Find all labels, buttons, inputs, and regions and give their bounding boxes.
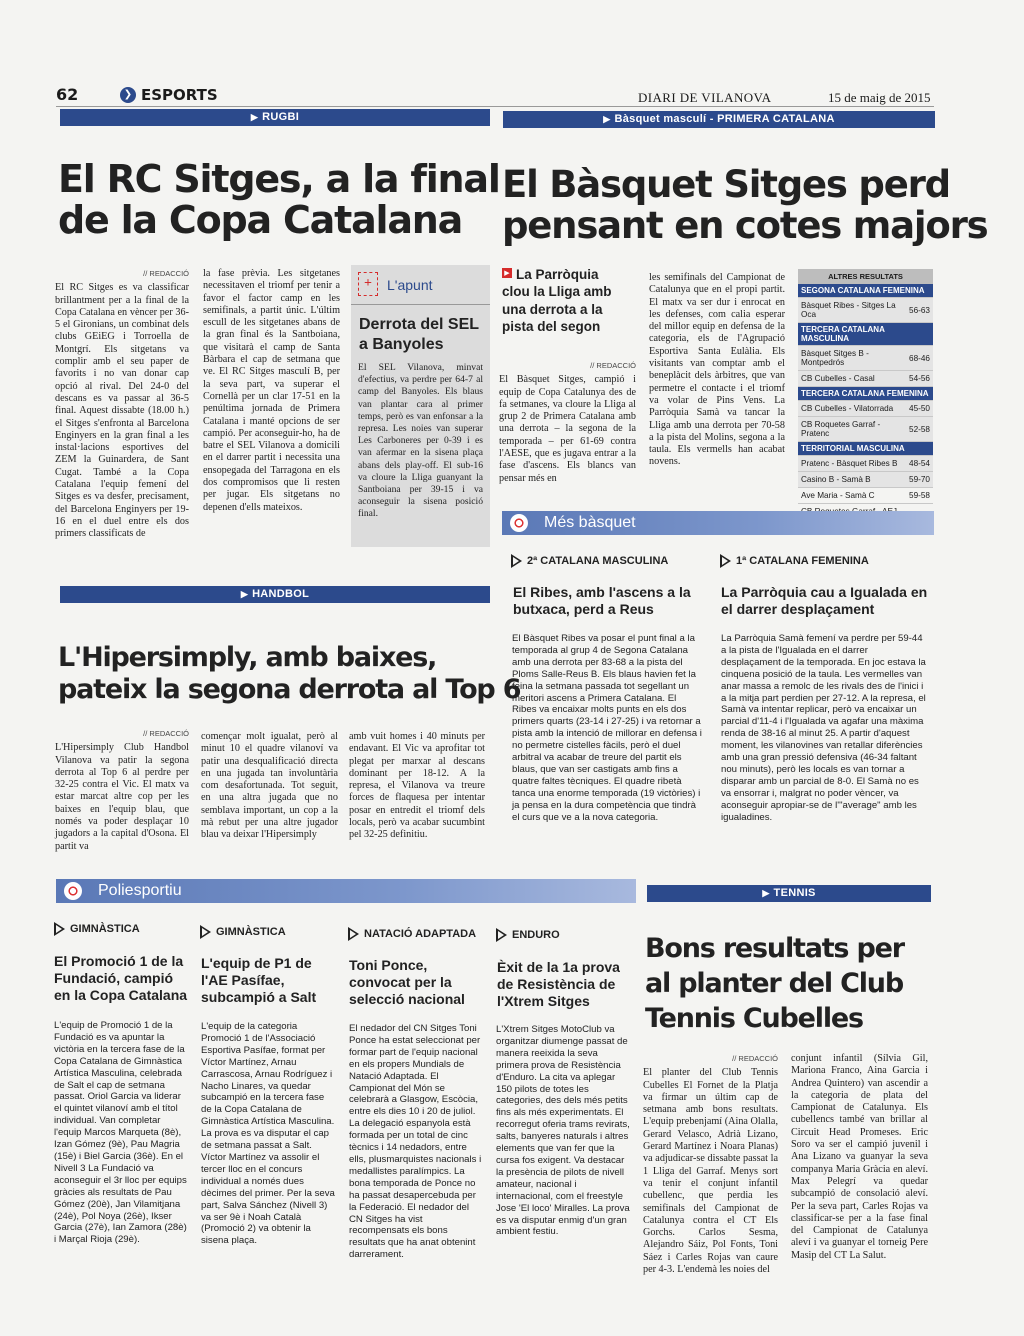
tennis-headline-1: Bons resultats per bbox=[645, 933, 904, 964]
poli-3-headline: Toni Ponce, convocat per la selecció nacional bbox=[349, 957, 465, 1007]
results-score: 59-70 bbox=[906, 472, 933, 488]
sports-icon bbox=[64, 882, 82, 900]
results-box bbox=[798, 269, 933, 500]
mes-basquet-b-headline: La Parròquia cau a Igualada en el darrer desplaçament bbox=[721, 584, 928, 617]
poli-4-kicker: ENDURO bbox=[496, 928, 560, 942]
mes-basquet-a-kicker: 2ª CATALANA MASCULINA bbox=[511, 554, 668, 568]
play-arrow-icon bbox=[200, 925, 211, 939]
results-match: CB Roquetes Garraf - Pratenc bbox=[798, 417, 906, 442]
poli-3-kicker: NATACIÓ ADAPTADA bbox=[348, 927, 476, 941]
mes-basquet-b-text: La Parròquia Samà femení va perdre per 59-44 a la pista de l'Igualada en el darrer desplaçament de la temporada. En joc estava la cinquena posició de la taula. Les vermelles van anar massa a remolc de les rivals des de l'inici i a la mitja part perdien per 27-12. A la represa, el Samà va intentar replicar, però va encaixar un parcial d'11-4 i l'Igualada va agafar una màxima renda de 38-16 al minut 25. A partir d'aquest moment, les vilanovines van retallar diferències amb una gran pressió defensiva (46-34 faltant nou minuts), però les locals es van tornar a disparar amb un parcial de 8-0. El Samà no es va ensorrar i, malgrat no poder vèncer, va aconseguir apropiar-se de l'"average" amb les igualadines. bbox=[721, 633, 926, 823]
basquet-col-2: les semifinals del Campionat de Catalunya que en el propi partit. El matx va ser dur i enrocat en les defenses, com calia esperar del millor equip en defensa de la categoria, els de l'Agrupació Esportiva Santa Eulàlia. Els visitants van comptar amb el beneplàcit dels àrbitres, que van permetre el contacte i el triomf va volar de Pins Vens. La Parròquia Samà va tancar la Lliga amb una derrota per 70-58 a la pista del Molins, segona a la taula. Els vermells han acabat novens. bbox=[649, 272, 785, 468]
results-group-header: TERCERA CATALANA FEMENINA bbox=[798, 387, 933, 401]
results-row bbox=[798, 417, 933, 442]
poli-1-text: L'equip de Promoció 1 de la Fundació es va apuntar la victòria en la tercera fase de la Copa Catalana de Gimnàstica Artística Masculina, celebrada de Salt el cap de setmana passat. Oriol Garcia va liderar el quintet vilanoví amb el títol individual. Van completar l'equip Marcos Marqueta (8è), Izan Gómez (9è), Pau Magria (15è) i Biel Garcia (36è). En el Nivell 3 La Fundació va aconseguir el 3r lloc per equips gràcies als resultats de Pau Gómez (20è), Jan Vilamitjana (24è), Pol Noya (26è), Ikser Garcia (27è), Ian Zamora (28è) i Marçal Rioja (29è). bbox=[54, 1020, 187, 1246]
handbol-bar: ▶ HANDBOL bbox=[60, 586, 490, 603]
play-arrow-icon bbox=[511, 554, 522, 568]
red-arrow-icon: ▶ bbox=[502, 268, 512, 278]
poliesportiu-band: Poliesportiu bbox=[56, 879, 636, 903]
handbol-headline-2: pateix la segona derrota al Top 6 bbox=[58, 674, 521, 705]
play-arrow-icon bbox=[348, 927, 359, 941]
results-title: ALTRES RESULTATS bbox=[798, 269, 933, 284]
tennis-headline-2: al planter del Club bbox=[645, 968, 903, 999]
poli-1-kicker: GIMNÀSTICA bbox=[54, 922, 140, 936]
play-arrow-icon bbox=[720, 554, 731, 568]
play-arrow-icon bbox=[496, 928, 507, 942]
results-match: Pratenc - Bàsquet Ribes B bbox=[798, 456, 906, 472]
basquet-col-1: // REDACCIÓ El Bàsquet Sitges, campió i equip de Copa Catalunya des de fa setmanes, va cloure la Lliga al grup 2 de Primera Catalana amb una derrota – la segona de la temporada – per 61-69 contra l'AESE, que es jugava entrar a la fase d'ascens. Els blancs van pensar més en bbox=[499, 361, 636, 484]
handbol-col-2: començar molt igualat, però al minut 10 el quadre vilanoví va patir una desqualificació directa en una jugada tan involuntària com desafortunada. Tot seguit, en una altra jugada que no semblava important, un cop a la mà rebut per una altre jugador blau va deixar l'Hipersimply bbox=[201, 731, 338, 841]
tennis-headline-3: Tennis Cubelles bbox=[645, 1003, 863, 1034]
rugbi-col-1: // REDACCIÓ El RC Sitges es va classificar brillantment per a la final de la Copa Catalana en vèncer per 36-5 el Gironians, un combinat dels clubs GEiEG i Torroella de Montgrí. Els sitgetans va complir amb el seu paper de favorits i no van donar cap opció al rival. Del 24-0 del descans es va passar al 36-5 final. Aquest dissabte (18.00 h.) el Sitges s'enfronta al Barcelona Enginyers en la gran final a les instal·lacions esportives del ZEM la Guinardera, de Sant Cugat. També a la Copa Catalana l'equip femení del Sitges es va desfer, precisament, del Barcelona Enginyers per 19-16 en el duel entre els dos primers classificats de bbox=[55, 269, 189, 540]
handbol-headline-1: L'Hipersimply, amb baixes, bbox=[58, 642, 437, 673]
mes-basquet-band: Més bàsquet bbox=[502, 511, 934, 535]
mes-basquet-a-headline: El Ribes, amb l'ascens a la butxaca, perd a Reus bbox=[513, 584, 691, 617]
tennis-col-2: conjunt infantil (Sílvia Gil, Mariona Franco, Aina Garcia i Andrea Quintero) van ascendir a la categoria de plata del Campionat de Catalunya. Els cubellencs també van brillar al Circuit Head Promeses. Eric Soro va ser el campió juvenil i Ana Lizano va guanyar la seva companya Maria Gràcia en aleví. Max Pelegrí va quedar subcampió de consolació aleví. Per la seva part, Carles Rojas va classificar-se per a la fase final del Campionat de Catalunya aleví i va guanyar el torneig Pere Masip del CT La Salut. bbox=[791, 1053, 928, 1261]
basquet-headline-2: pensant en cotes majors bbox=[502, 204, 988, 247]
page-number: 62 bbox=[56, 85, 79, 104]
apunt-label: L'apunt bbox=[387, 277, 433, 293]
results-group-header: TERCERA CATALANA MASCULINA bbox=[798, 323, 933, 346]
play-arrow-icon bbox=[54, 922, 65, 936]
results-table bbox=[798, 284, 933, 529]
poli-1-headline: El Promoció 1 de la Fundació, campió en la Copa Catalana bbox=[54, 953, 188, 1003]
results-match: Casino B - Samà B bbox=[798, 472, 906, 488]
basquet-headline-1: El Bàsquet Sitges perd bbox=[502, 163, 950, 206]
results-score: 59-58 bbox=[906, 488, 933, 504]
rugbi-headline-2: de la Copa Catalana bbox=[58, 198, 463, 242]
basquet-side-headline: La Parròquia clou la Lliga amb una derrota a la pista del segon bbox=[502, 267, 612, 334]
basquet-bar: ▶ Bàsquet masculí - PRIMERA CATALANA bbox=[503, 111, 935, 128]
results-match: Ave Maria - Samà C bbox=[798, 488, 906, 504]
results-row bbox=[798, 456, 933, 472]
tennis-col-1: // REDACCIÓ El planter del Club Tennis Cubelles El Fornet de la Platja va firmar un últim cap de setmana amb bons resultats. L'equip prebenjamí (Aina Olalla, Gerard Velasco, Adrià Lizano, Gerard Martínez i Noara Planas) va adjudicar-se dissabte passat la 1 Lliga del Garraf. Menys sort va tenir el conjunt infantil cubellenc, que perdia les semifinals del Campionat de Catalunya contra el CT Els Gorchs. Carlos Sesma, Alejandro Sáiz, Pol Fonts, Toni Sáez i Carles Rojas van caure per 4-3. L'endemà les noies del bbox=[643, 1054, 778, 1276]
results-row bbox=[798, 488, 933, 504]
section-arrow-icon: ❯ bbox=[120, 87, 136, 103]
results-score: 52-58 bbox=[906, 417, 933, 442]
poli-2-headline: L'equip de P1 de l'AE Pasífae, subcampió a Salt bbox=[201, 955, 317, 1005]
results-score: 45-50 bbox=[906, 401, 933, 417]
section-name: ESPORTS bbox=[141, 86, 218, 104]
apunt-headline: Derrota del SEL a Banyoles bbox=[359, 316, 479, 353]
results-row bbox=[798, 346, 933, 371]
newspaper-name: DIARI DE VILANOVA bbox=[638, 90, 772, 105]
results-group-header: TERRITORIAL MASCULINA bbox=[798, 442, 933, 456]
apunt-text: El SEL Vilanova, minvat d'efectius, va perdre per 64-7 al camp del Banyoles. Els blaus van plantar cara al primer temps, però es van enfonsar a la represa. Les noies van superar Les Carboneres per 0-39 i es van afermar en la sisena plaça abans dels play-off. El sub-16 va cloure la Lliga guanyant la Santboiana per 39-15 i va aconseguir la sisena posició final. bbox=[358, 362, 483, 520]
poli-4-headline: Èxit de la 1a prova de Resistència de l'Xtrem Sitges bbox=[497, 959, 620, 1009]
handbol-col-1: // REDACCIÓ L'Hipersimply Club Handbol Vilanova va patir la segona derrota al Top 6 al perdre per 32-25 contra el Vic. El matx va estar marcat altre cop per les baixes en l'equip blau, que només va poder desplaçar 10 jugadors a la capital d'Osona. El partit va bbox=[55, 729, 189, 852]
results-score: 48-54 bbox=[906, 456, 933, 472]
results-match: CB Cubelles - Casal bbox=[798, 371, 906, 387]
basketball-icon bbox=[510, 514, 528, 532]
poli-3-text: El nedador del CN Sitges Toni Ponce ha estat seleccionat per formar part de l'equip nacional en els propers Mundials de Natació Adaptada. El Campionat del Món se celebrarà a Glasgow, Escòcia, entre els dies 10 i 20 de juliol. La delegació espanyola està formada per un total de cinc tècnics i 14 nedadors, entre ells, plusmarquistes nacionals i medallistes paralímpics. La bona temporada de Ponce no ha passat desapercebuda per la Federació. El nedador del CN Sitges ha vist recompensats els bons resultats que ha anat obtenint darrerament. bbox=[349, 1023, 482, 1261]
results-row bbox=[798, 472, 933, 488]
results-match: Bàsquet Ribes - Sitges La Oca bbox=[798, 298, 906, 323]
results-score: 54-56 bbox=[906, 371, 933, 387]
results-row bbox=[798, 401, 933, 417]
results-row bbox=[798, 371, 933, 387]
issue-date: 15 de maig de 2015 bbox=[828, 90, 931, 105]
mes-basquet-a-text: El Bàsquet Ribes va posar el punt final a la temporada al grup 4 de Segona Catalana amb una derrota per 83-68 a la pista del Ploms Salle-Reus B. Els blaus havien fet la feina la setmana passada tot segellant un meritori ascens a Primera Catalana. El Ribes va encaixar molts punts en els dos primers quarts (23-14 i 27-25) i va retornar a pista amb la intenció de millorar en defensa i no permetre cistelles fàcils, però el duel arbitral va acabar de treure del partit els blaus, que van ser castigats amb fins a quatre faltes tècniques. El quadre ribetà tanca una enorme temporada (19 victòries) i ja pensa en la dura competència que tindrà el curs que ve a la nova categoria. bbox=[512, 633, 702, 823]
rugbi-col-2: la fase prèvia. Les sitgetanes necessitaven el triomf per tenir a favor el factor camp en les semifinals, a partit únic. L'últim escull de les sitgetanes abans de la gran final és la Santboiana, que visitarà el camp de Santa Bàrbara el cap de setmana que ve. El RC Sitges masculí B, per la seva part, va superar el Cornellà per un clar 17-51 en la penúltima jornada de Primera Catalana i manté opcions de ser campió. Per aconseguir-ho, ha de batre el SEL Vilanova a domicili en el darrer partit i necessita una ensopegada del Tarragona en els dos compromisos que li resten per jugar. Els sitgetans no depenen d'ells mateixos. bbox=[203, 268, 340, 513]
poli-4-text: L'Xtrem Sitges MotoClub va organitzar diumenge passat de manera reeixida la seva primera prova de Resistència d'Enduro. La cita va aplegar 150 pilots de totes les categories, des dels més petits fins als més experimentats. El recorregut oferia trams revirats, salts, banyeres naturals i altres elements que van fer que la cursa fos exigent. Va destacar la presència de pilots de nivell amateur, nacional i internacional, com el freestyle Jose 'El loco' Miralles. La prova es va disputar enmig d'un gran ambient festiu. bbox=[496, 1024, 630, 1238]
handbol-col-3: amb vuit homes i 40 minuts per endavant. El Vic va aprofitar tot plegat per marxar al descans dominant per 18-12. A la represa, el Vilanova va treure forces de flaquesa per intentar posar en entredit el triomf dels locals, però va acabar sucumbint pel 32-25 definitiu. bbox=[349, 731, 485, 841]
plus-icon: + bbox=[358, 272, 378, 296]
rugbi-bar: ▶ RUGBI bbox=[60, 109, 490, 126]
results-row bbox=[798, 298, 933, 323]
results-match: CB Cubelles - Vilatorrada bbox=[798, 401, 906, 417]
results-group-header: SEGONA CATALANA FEMENINA bbox=[798, 284, 933, 298]
tennis-bar: ▶ TENNIS bbox=[647, 885, 931, 902]
results-score: 56-63 bbox=[906, 298, 933, 323]
poli-2-text: L'equip de la categoria Promoció 1 de l'Associació Esportiva Pasífae, format per Víctor Martínez, Arnau Carrascosa, Arnau Rodríguez i Nacho Linares, va quedar subcampió en la tercera fase de la Copa Catalana de Gimnàstica Artística Masculina. La prova es va disputar el cap de setmana passat a Salt. Víctor Martínez va assolir el tercer lloc en el concurs individual a només dues dècimes del primer. Per la seva part, Salva Sánchez (Nivell 3) va ser 9è i Noah Català (Promoció 2) va obtenir la sisena plaça. bbox=[201, 1021, 335, 1247]
header-rule bbox=[56, 106, 934, 107]
poli-2-kicker: GIMNÀSTICA bbox=[200, 925, 286, 939]
apunt-rule bbox=[351, 304, 490, 305]
results-match: Bàsquet Sitges B - Montpedrós bbox=[798, 346, 906, 371]
rugbi-headline-1: El RC Sitges, a la final bbox=[58, 157, 500, 201]
results-score: 68-46 bbox=[906, 346, 933, 371]
mes-basquet-b-kicker: 1ª CATALANA FEMENINA bbox=[720, 554, 869, 568]
